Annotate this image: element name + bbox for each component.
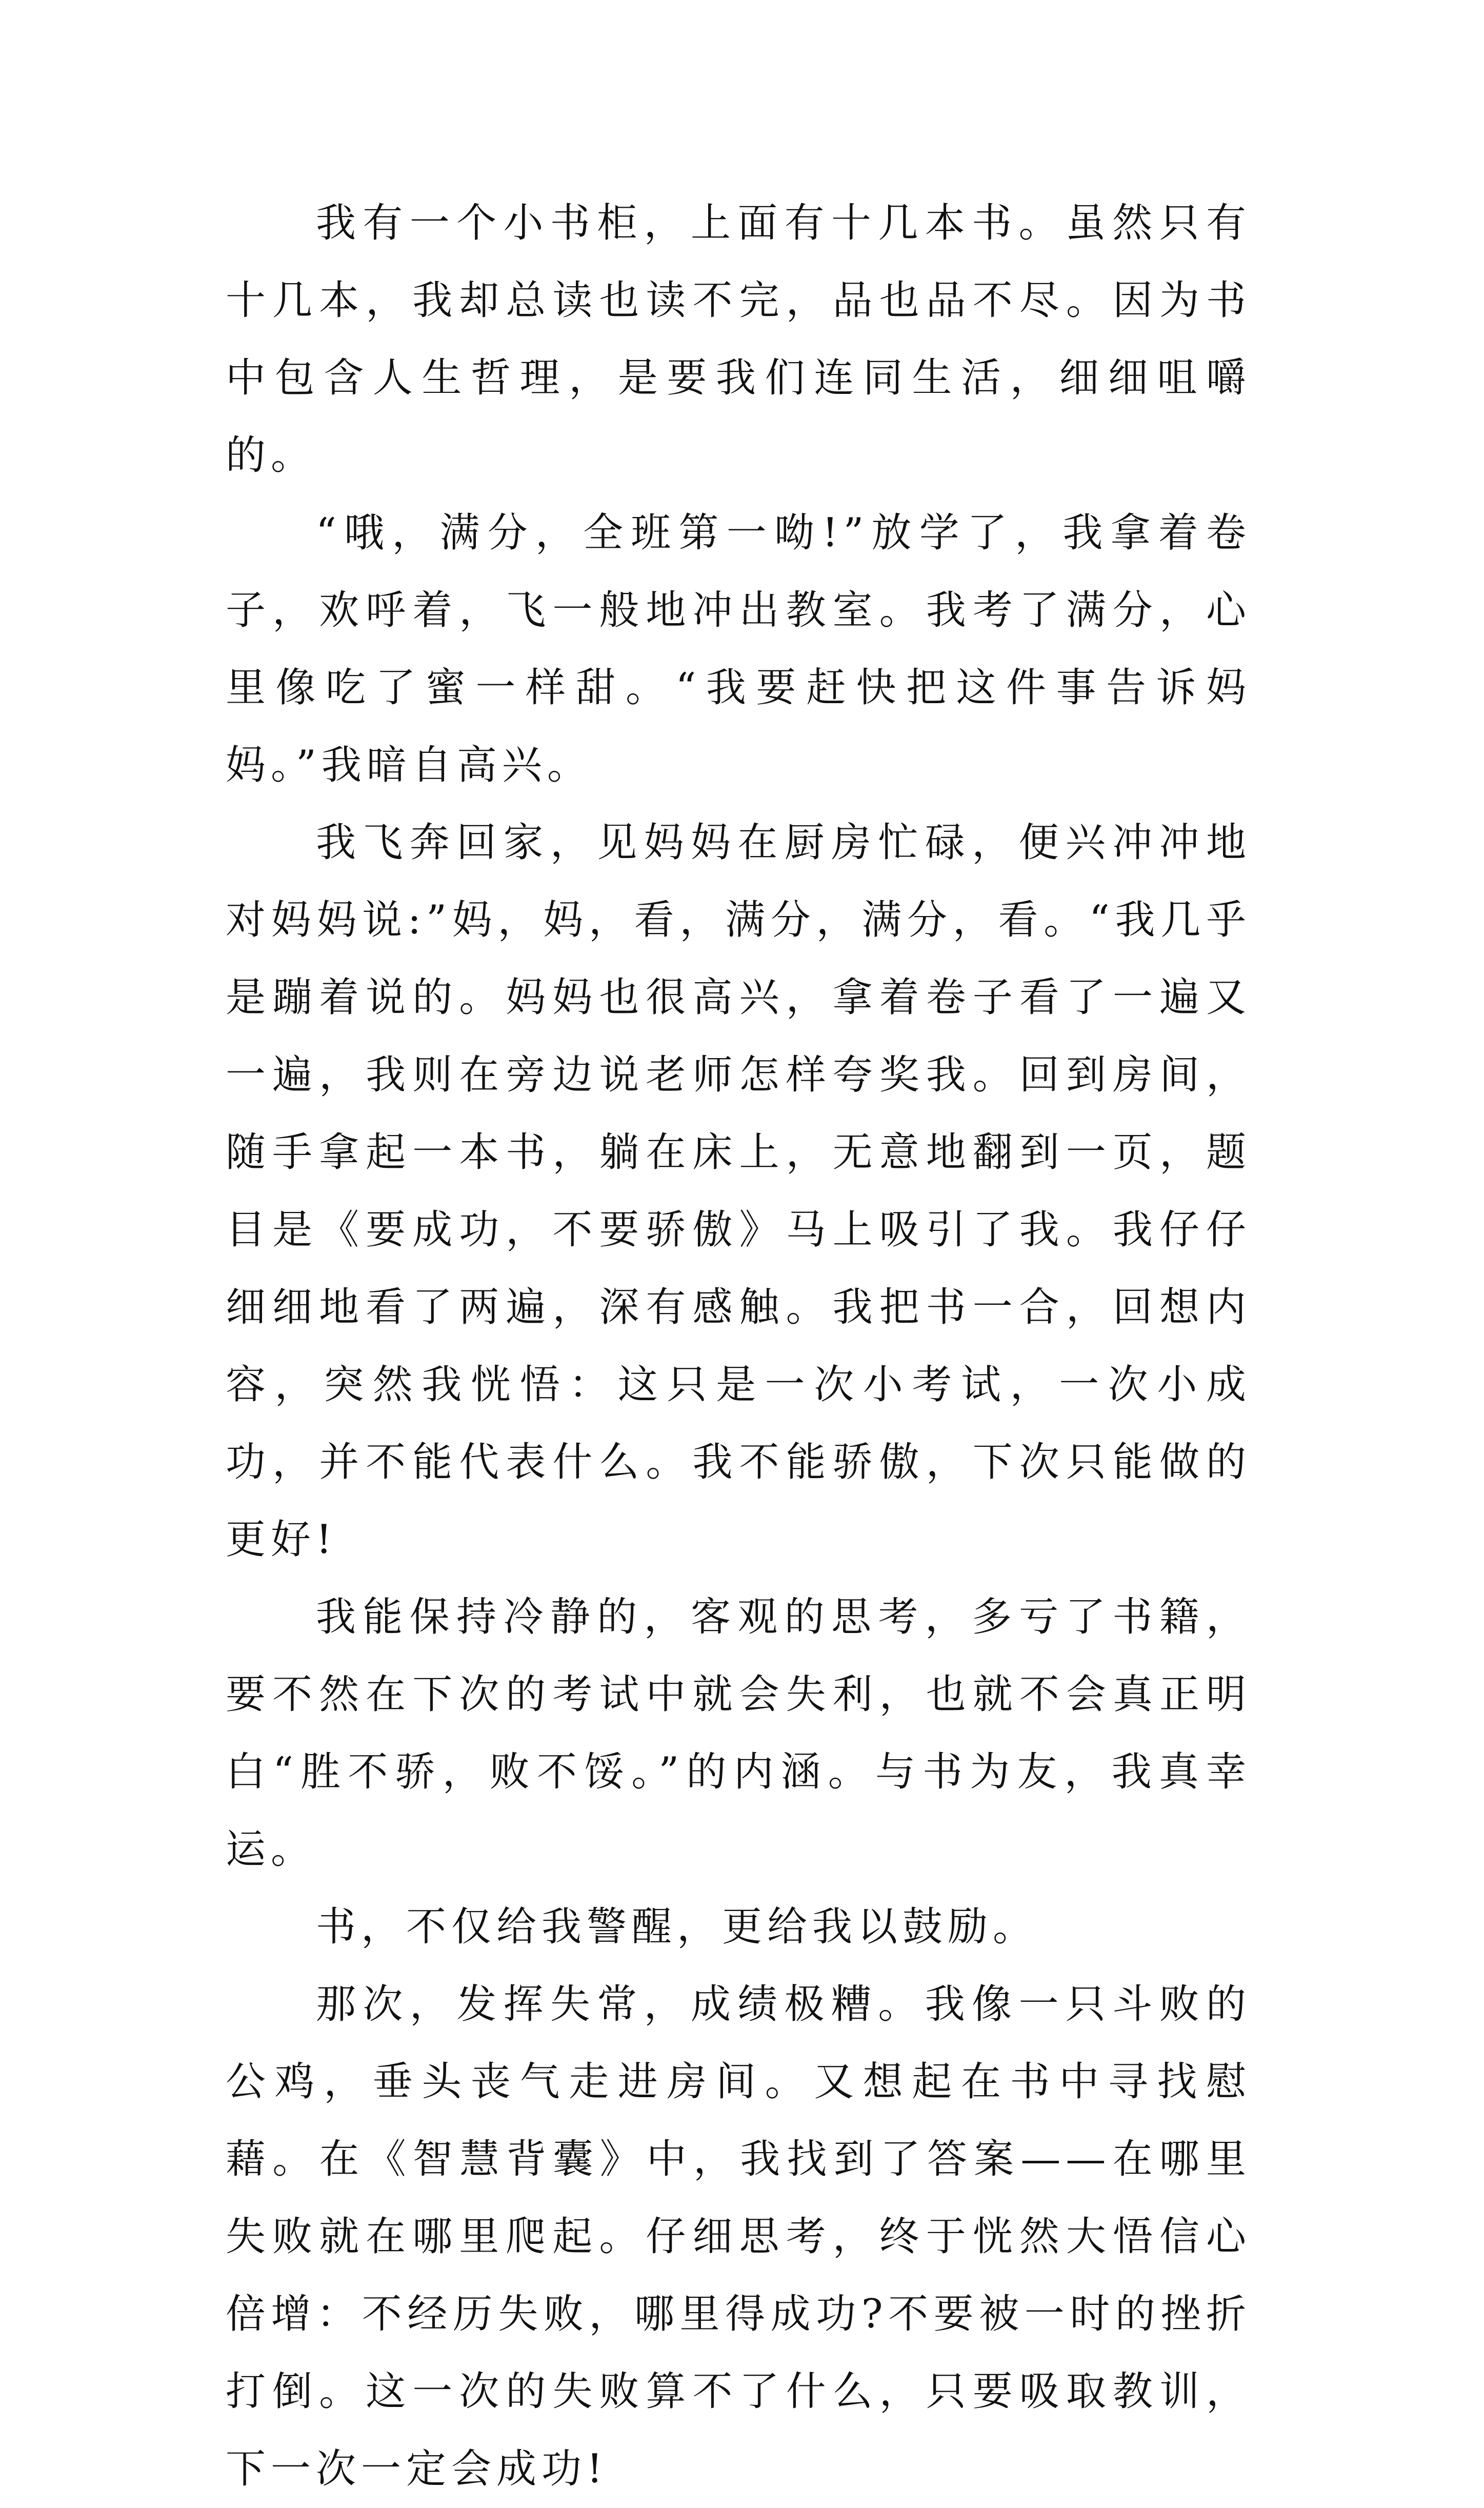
- paragraph-2: “哦，满分，全班第一呦!”放学了，我拿着卷子，欢呼着，飞一般地冲出教室。我考了满分，心里像吃了蜜一样甜。“我要赶快把这件事告诉妈妈。”我暗自高兴。: [226, 510, 1251, 788]
- paragraph-6: 那次，发挥失常，成绩极糟。我像一只斗败的公鸡，垂头丧气走进房间。又想起在书中寻找慰藉。在《智慧背囊》中，我找到了答案——在哪里失败就在哪里爬起。仔细思考，终于恍然大悟信心倍增：不经历失败，哪里得成功?不要被一时的挫折打倒。这一次的失败算不了什么，只要吸取教训，下一次一定会成功!: [226, 1981, 1251, 2492]
- document-body: [226, 185, 1251, 2508]
- paragraph-5: 书，不仅给我警醒，更给我以鼓励。: [316, 1904, 1038, 1950]
- paragraph-3: 我飞奔回家，见妈妈在厨房忙碌，便兴冲冲地对妈妈说:”妈，妈，看，满分，满分，看。“我几乎是蹦着说的。妈妈也很高兴，拿着卷子看了一遍又一遍，我则在旁边说老师怎样夸奖我。回到房间，随手拿起一本书，躺在床上，无意地翻到一页，题目是《要成功，不要骄傲》马上吸引了我。我仔仔细细地看了两遍，深有感触。我把书一合，回想内容，突然我恍悟：这只是一次小考试，一次小成功，并不能代表什么。我不能骄傲，下次只能做的更好!: [226, 820, 1251, 1563]
- paragraph-4: 我能保持冷静的，客观的思考，多亏了书籍，要不然在下次的考试中就会失利，也就不会真正明白“胜不骄，败不馁。”的内涵。与书为友，我真幸运。: [226, 1594, 1251, 1873]
- paragraph-1: 我有一个小书柜，上面有十几本书。虽然只有十几本，我却总读也读不完，品也品不尽。因为书中包含人生哲理，是要我们连同生活，细细咀嚼的。: [226, 200, 1251, 479]
